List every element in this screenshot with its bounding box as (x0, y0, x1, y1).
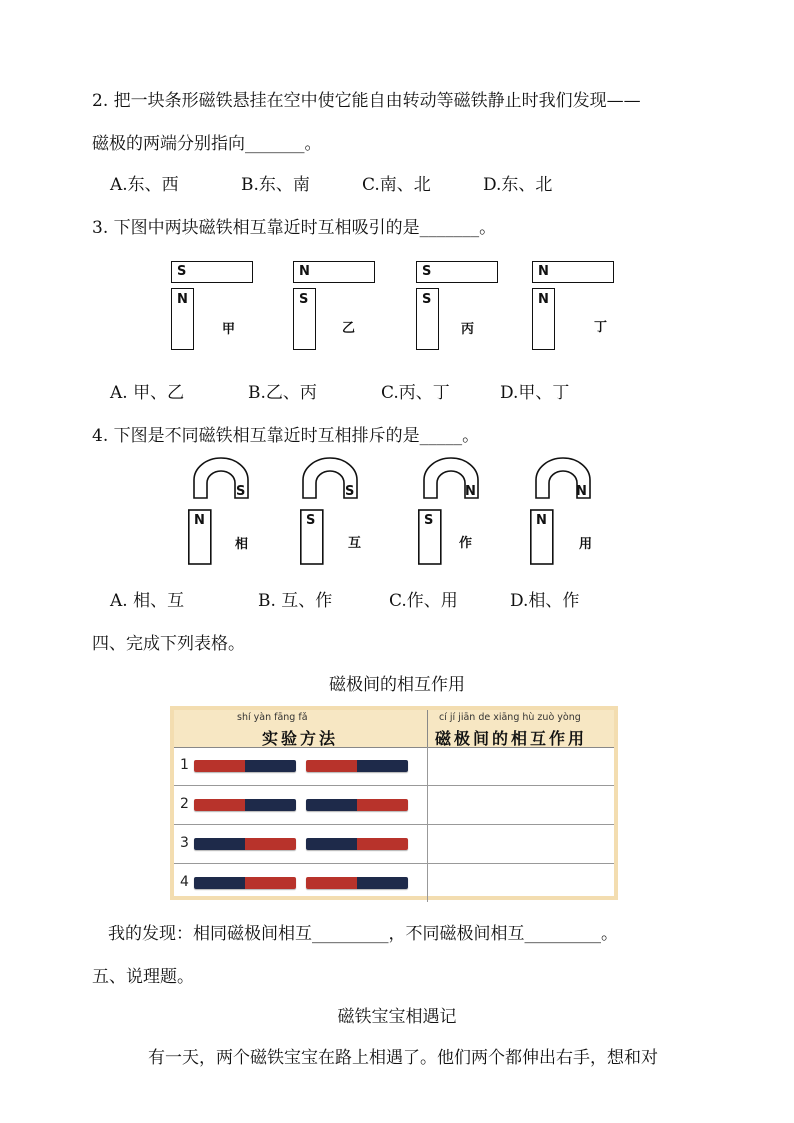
q3-option-b: B.乙、丙 (248, 383, 317, 403)
q4-option-a: A. 相、互 (110, 591, 185, 611)
pole-label: S (422, 292, 432, 307)
table-row (174, 864, 614, 902)
q4-option-d: D.相、作 (510, 591, 580, 611)
pole-label: N (538, 264, 549, 279)
pole-label: S (422, 264, 432, 279)
answer-cell[interactable] (428, 864, 614, 902)
bar-magnet-right (306, 760, 408, 772)
figure-label: 相 (235, 537, 249, 552)
bar-magnet-right (306, 877, 408, 889)
vertical-bar-magnet (416, 288, 439, 350)
u-pole-label: S (345, 484, 355, 499)
pole-label: N (299, 264, 310, 279)
table-row (174, 786, 614, 825)
q3-option-c: C.丙、丁 (381, 383, 450, 403)
q4-text: 4. 下图是不同磁铁相互靠近时互相排斥的是_____。 (92, 426, 480, 446)
header-pole-interaction (427, 710, 614, 747)
answer-cell[interactable] (428, 786, 614, 824)
q2-option-c: C.南、北 (362, 175, 431, 195)
horizontal-bar-magnet (416, 261, 498, 283)
header-text: 实验方法 (262, 729, 339, 748)
story-paragraph: 有一天，两个磁铁宝宝在路上相遇了。他们两个都伸出右手，想和对 (148, 1048, 658, 1068)
section5-heading: 五、说理题。 (92, 967, 194, 987)
bar-pole-label: N (536, 513, 547, 528)
q4-figure-2 (300, 455, 390, 565)
bar-magnet-left (194, 799, 296, 811)
q4-figure-3 (418, 455, 508, 565)
vertical-bar-magnet (532, 288, 555, 350)
q2-text-line2: 磁极的两端分别指向_______。 (92, 134, 322, 154)
row-number: 4 (180, 874, 189, 890)
pole-label: N (177, 292, 188, 307)
figure-label: 互 (348, 536, 362, 551)
horizontal-bar-magnet (293, 261, 375, 283)
bar-pole-label: N (194, 513, 205, 528)
figure-label: 甲 (222, 322, 236, 337)
figure-label: 乙 (342, 321, 356, 336)
u-magnet-icon (188, 455, 278, 565)
header-pinyin: shí yàn fāng fǎ (237, 712, 308, 723)
table-title: 磁极间的相互作用 (329, 675, 465, 695)
q2-text-line1: 2. 把一块条形磁铁悬挂在空中使它能自由转动等磁铁静止时我们发现—— (92, 91, 641, 111)
q2-option-d: D.东、北 (483, 175, 553, 195)
bar-magnet-right (306, 799, 408, 811)
figure-label: 丁 (594, 320, 608, 335)
u-pole-label: S (236, 484, 246, 499)
q2-option-a: A.东、西 (110, 175, 179, 195)
row-number: 3 (180, 835, 189, 851)
vertical-bar-magnet (293, 288, 316, 350)
table-row (174, 747, 614, 786)
header-pinyin: cí jí jiān de xiāng hù zuò yòng (439, 712, 581, 723)
row-number: 1 (180, 757, 189, 773)
magnet-interaction-table (170, 706, 618, 900)
figure-label: 作 (459, 536, 473, 551)
q4-option-b: B. 互、作 (258, 591, 333, 611)
answer-cell[interactable] (428, 747, 614, 785)
table-header (174, 710, 614, 748)
q4-option-c: C.作、用 (389, 591, 458, 611)
q3-text: 3. 下图中两块磁铁相互靠近时互相吸引的是_______。 (92, 218, 497, 238)
pole-label: S (177, 264, 187, 279)
q4-figure-4 (530, 455, 620, 565)
pole-label: S (299, 292, 309, 307)
figure-label: 丙 (461, 322, 475, 337)
u-magnet-icon (530, 455, 620, 565)
figure-label: 用 (579, 537, 593, 552)
q2-option-b: B.东、南 (241, 175, 310, 195)
q3-option-d: D.甲、丁 (500, 383, 570, 403)
bar-pole-label: S (424, 513, 434, 528)
vertical-bar-magnet (171, 288, 194, 350)
answer-cell[interactable] (428, 825, 614, 863)
bar-magnet-left (194, 877, 296, 889)
bar-pole-label: S (306, 513, 316, 528)
horizontal-bar-magnet (532, 261, 614, 283)
u-pole-label: N (576, 484, 587, 499)
q4-figure-1 (188, 455, 278, 565)
u-magnet-icon (300, 455, 390, 565)
section4-heading: 四、完成下列表格。 (92, 634, 245, 654)
table-row (174, 825, 614, 864)
horizontal-bar-magnet (171, 261, 253, 283)
story-title: 磁铁宝宝相遇记 (337, 1007, 457, 1027)
header-text: 磁极间的相互作用 (435, 729, 588, 748)
bar-magnet-left (194, 838, 296, 850)
pole-label: N (538, 292, 549, 307)
row-number: 2 (180, 796, 189, 812)
finding-text: 我的发现：相同磁极间相互_________，不同磁极间相互_________。 (108, 924, 618, 944)
bar-magnet-left (194, 760, 296, 772)
u-pole-label: N (465, 484, 476, 499)
bar-magnet-right (306, 838, 408, 850)
header-experiment-method (174, 710, 428, 747)
q3-option-a: A. 甲、乙 (110, 383, 185, 403)
